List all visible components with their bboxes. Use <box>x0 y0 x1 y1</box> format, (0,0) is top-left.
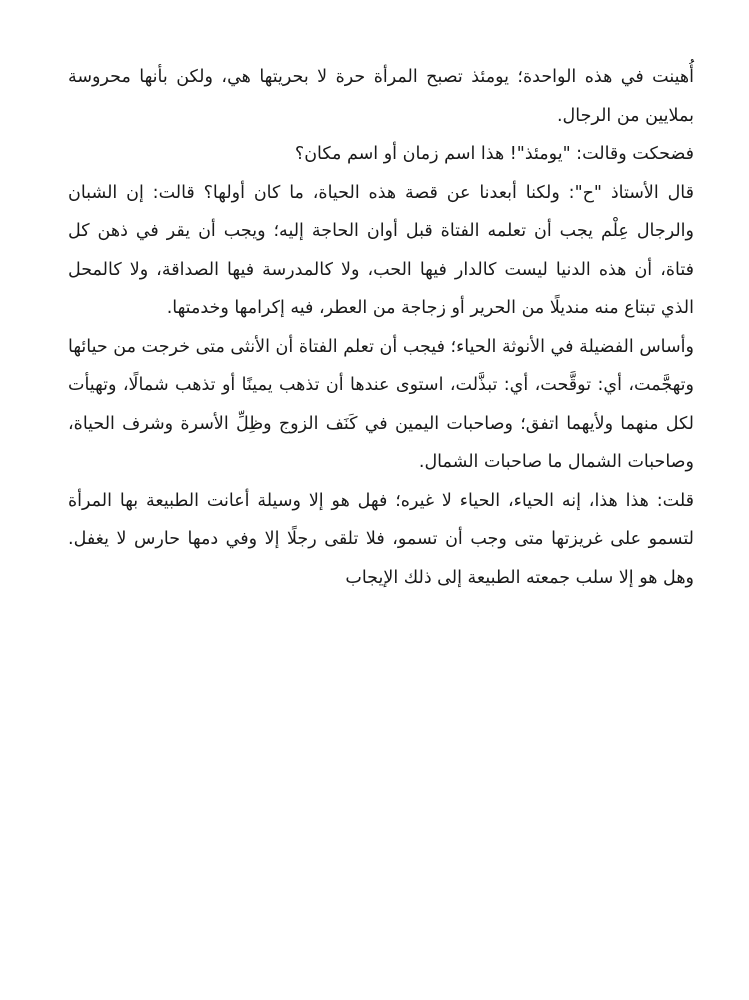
paragraph-2: فضحكت وقالت: "يومئذ"! هذا اسم زمان أو اسم مكان؟ <box>294 144 694 164</box>
paragraph-4: وأساس الفضيلة في الأنوثة الحياء؛ فيجب أن تعلم الفتاة أن الأنثى متى خرجت من حيائها وتهجَّمت، أي: توقَّحت، أي: تبذَّلت، استوى عندها أن تذهب يمينًا أو تذهب شمالًا، وتهيأت لكل منهما ولأيهما اتفق؛ وصاحبات اليمين في كَنَف الزوج وظِلِّ الأسرة وشرف الحياة، وصاحبات الشمال ما صاحبات الشمال. <box>68 336 694 472</box>
paragraph-3: قال الأستاذ "ح": ولكنا أبعدنا عن قصة هذه الحياة، ما كان أولها؟ قالت: إن الشبان والرجال عِلْم يجب أن تعلمه الفتاة قبل أوان الحاجة إليه؛ ويجب أن يقر في ذهن كل فتاة، أن هذه الدنيا ليست كالدار فيها الحب، ولا كالمدرسة فيها الصداقة، ولا كالمحل الذي تبتاع منه منديلًا من الحرير أو زجاجة من العطر، فيه إكرامها وخدمتها. <box>68 182 694 318</box>
paragraph-5: قلت: هذا هذا، إنه الحياء، الحياء لا غيره؛ فهل هو إلا وسيلة أعانت الطبيعة بها المرأة لتسمو على غريزتها متى وجب أن تسمو، فلا تلقى رجلًا إلا وفي دمها حارس لا يغفل. وهل هو إلا سلب جمعته الطبيعة إلى ذلك الإيجاب <box>68 490 694 588</box>
document-page <box>68 58 694 597</box>
paragraph-1: أُهينت في هذه الواحدة؛ يومئذ تصبح المرأة حرة لا بحريتها هي، ولكن بأنها محروسة بملايين من الرجال. <box>68 67 694 126</box>
